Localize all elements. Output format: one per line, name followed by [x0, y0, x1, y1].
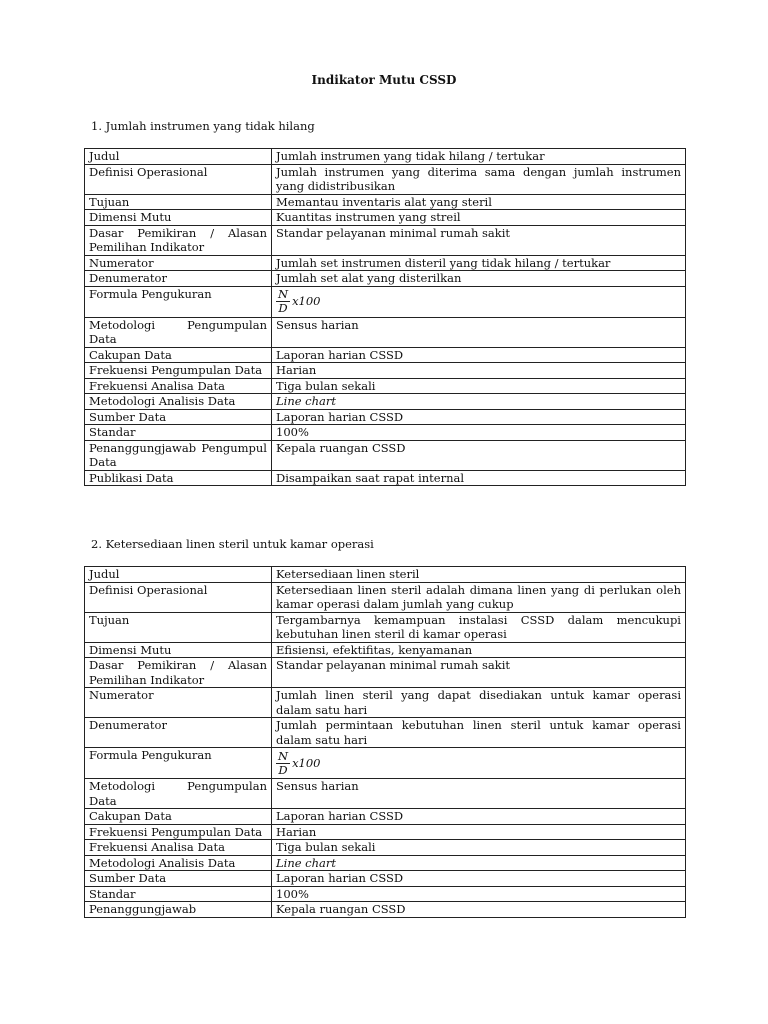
row-value: Laporan harian CSSD — [272, 409, 686, 425]
row-value: Laporan harian CSSD — [272, 809, 686, 825]
formula-denominator: D — [278, 762, 288, 777]
table-row — [85, 855, 686, 871]
formula-numerator: N — [278, 748, 289, 763]
formula-cell — [272, 286, 686, 317]
row-label: Dasar Pemikiran / Alasan Pemilihan Indikator — [85, 225, 272, 255]
table-row — [85, 271, 686, 287]
row-label: Metodologi Pengumpulan Data — [85, 317, 272, 347]
row-label: Denumerator — [85, 271, 272, 287]
row-label: Formula Pengukuran — [85, 286, 272, 317]
row-value: Tergambarnya kemampuan instalasi CSSD dalam mencukupi kebutuhan linen steril di kamar operasi — [272, 612, 686, 642]
row-label: Penanggungjawab Pengumpul Data — [85, 440, 272, 470]
row-label: Frekuensi Analisa Data — [85, 840, 272, 856]
table-row — [85, 363, 686, 379]
indicator-table-1 — [84, 148, 686, 486]
row-label: Frekuensi Analisa Data — [85, 378, 272, 394]
table-row — [85, 718, 686, 748]
table-row — [85, 164, 686, 194]
row-label: Formula Pengukuran — [85, 748, 272, 779]
row-label: Publikasi Data — [85, 470, 272, 486]
row-value: Jumlah set instrumen disteril yang tidak hilang / tertukar — [272, 255, 686, 271]
row-value: Jumlah linen steril yang dapat disediakan untuk kamar operasi dalam satu hari — [272, 688, 686, 718]
table-row — [85, 612, 686, 642]
table-row — [85, 809, 686, 825]
table-row — [85, 688, 686, 718]
row-value: Disampaikan saat rapat internal — [272, 470, 686, 486]
table-row — [85, 902, 686, 918]
table-row — [85, 582, 686, 612]
table-row — [85, 210, 686, 226]
table-row — [85, 409, 686, 425]
row-label: Judul — [85, 149, 272, 165]
row-value: Line chart — [272, 394, 686, 410]
table-row — [85, 440, 686, 470]
table-row — [85, 748, 686, 779]
formula-multiplier: x100 — [292, 755, 321, 770]
row-label: Denumerator — [85, 718, 272, 748]
row-value: Ketersediaan linen steril adalah dimana linen yang di perlukan oleh kamar operasi dalam jumlah yang cukup — [272, 582, 686, 612]
row-label: Cakupan Data — [85, 347, 272, 363]
row-label: Frekuensi Pengumpulan Data — [85, 363, 272, 379]
row-value: Jumlah instrumen yang tidak hilang / tertukar — [272, 149, 686, 165]
row-value: Ketersediaan linen steril — [272, 567, 686, 583]
row-label: Dimensi Mutu — [85, 210, 272, 226]
table-row — [85, 317, 686, 347]
row-value: Sensus harian — [272, 317, 686, 347]
row-value: Jumlah set alat yang disterilkan — [272, 271, 686, 287]
table-row — [85, 378, 686, 394]
row-value: Standar pelayanan minimal rumah sakit — [272, 225, 686, 255]
fraction — [276, 750, 290, 777]
row-value: Laporan harian CSSD — [272, 347, 686, 363]
row-label: Definisi Operasional — [85, 164, 272, 194]
row-label: Dimensi Mutu — [85, 642, 272, 658]
row-label: Penanggungjawab — [85, 902, 272, 918]
table-row — [85, 886, 686, 902]
table-row — [85, 149, 686, 165]
row-value: Tiga bulan sekali — [272, 378, 686, 394]
table-row — [85, 194, 686, 210]
row-value: Line chart — [272, 855, 686, 871]
section-heading-1: 1. Jumlah instrumen yang tidak hilang — [91, 119, 315, 133]
fraction — [276, 288, 290, 315]
row-value: Harian — [272, 363, 686, 379]
formula-numerator: N — [278, 287, 289, 301]
document-title: Indikator Mutu CSSD — [311, 73, 457, 87]
row-value: Kuantitas instrumen yang streil — [272, 210, 686, 226]
row-value: Tiga bulan sekali — [272, 840, 686, 856]
row-label: Judul — [85, 567, 272, 583]
table-row — [85, 642, 686, 658]
formula-cell — [272, 748, 686, 779]
row-label: Sumber Data — [85, 409, 272, 425]
row-label: Sumber Data — [85, 871, 272, 887]
row-value: Laporan harian CSSD — [272, 871, 686, 887]
row-value: Efisiensi, efektifitas, kenyamanan — [272, 642, 686, 658]
row-value: 100% — [272, 886, 686, 902]
row-label: Standar — [85, 425, 272, 441]
row-label: Frekuensi Pengumpulan Data — [85, 824, 272, 840]
row-label: Tujuan — [85, 194, 272, 210]
row-label: Metodologi Pengumpulan Data — [85, 779, 272, 809]
indicator-table-2 — [84, 566, 686, 918]
row-label: Tujuan — [85, 612, 272, 642]
table-row — [85, 225, 686, 255]
formula — [276, 287, 321, 317]
row-label: Definisi Operasional — [85, 582, 272, 612]
row-value: Sensus harian — [272, 779, 686, 809]
table-row — [85, 347, 686, 363]
table-row — [85, 840, 686, 856]
row-value: Harian — [272, 824, 686, 840]
row-label: Metodologi Analisis Data — [85, 394, 272, 410]
row-value: 100% — [272, 425, 686, 441]
formula-multiplier: x100 — [292, 294, 321, 309]
table-row — [85, 871, 686, 887]
row-value: Kepala ruangan CSSD — [272, 902, 686, 918]
table-row — [85, 255, 686, 271]
row-value: Jumlah permintaan kebutuhan linen steril untuk kamar operasi dalam satu hari — [272, 718, 686, 748]
formula-denominator: D — [278, 301, 288, 315]
row-label: Numerator — [85, 688, 272, 718]
table-row — [85, 658, 686, 688]
row-label: Numerator — [85, 255, 272, 271]
row-label: Metodologi Analisis Data — [85, 855, 272, 871]
row-value: Standar pelayanan minimal rumah sakit — [272, 658, 686, 688]
row-value: Jumlah instrumen yang diterima sama dengan jumlah instrumen yang didistribusikan — [272, 164, 686, 194]
formula — [276, 748, 321, 778]
table-row — [85, 470, 686, 486]
row-value: Memantau inventaris alat yang steril — [272, 194, 686, 210]
table-row — [85, 286, 686, 317]
section-heading-2: 2. Ketersediaan linen steril untuk kamar operasi — [91, 537, 374, 551]
row-label: Standar — [85, 886, 272, 902]
table-row — [85, 824, 686, 840]
row-label: Dasar Pemikiran / Alasan Pemilihan Indikator — [85, 658, 272, 688]
row-value: Kepala ruangan CSSD — [272, 440, 686, 470]
table-row — [85, 425, 686, 441]
table-row — [85, 779, 686, 809]
row-label: Cakupan Data — [85, 809, 272, 825]
table-row — [85, 394, 686, 410]
table-row — [85, 567, 686, 583]
